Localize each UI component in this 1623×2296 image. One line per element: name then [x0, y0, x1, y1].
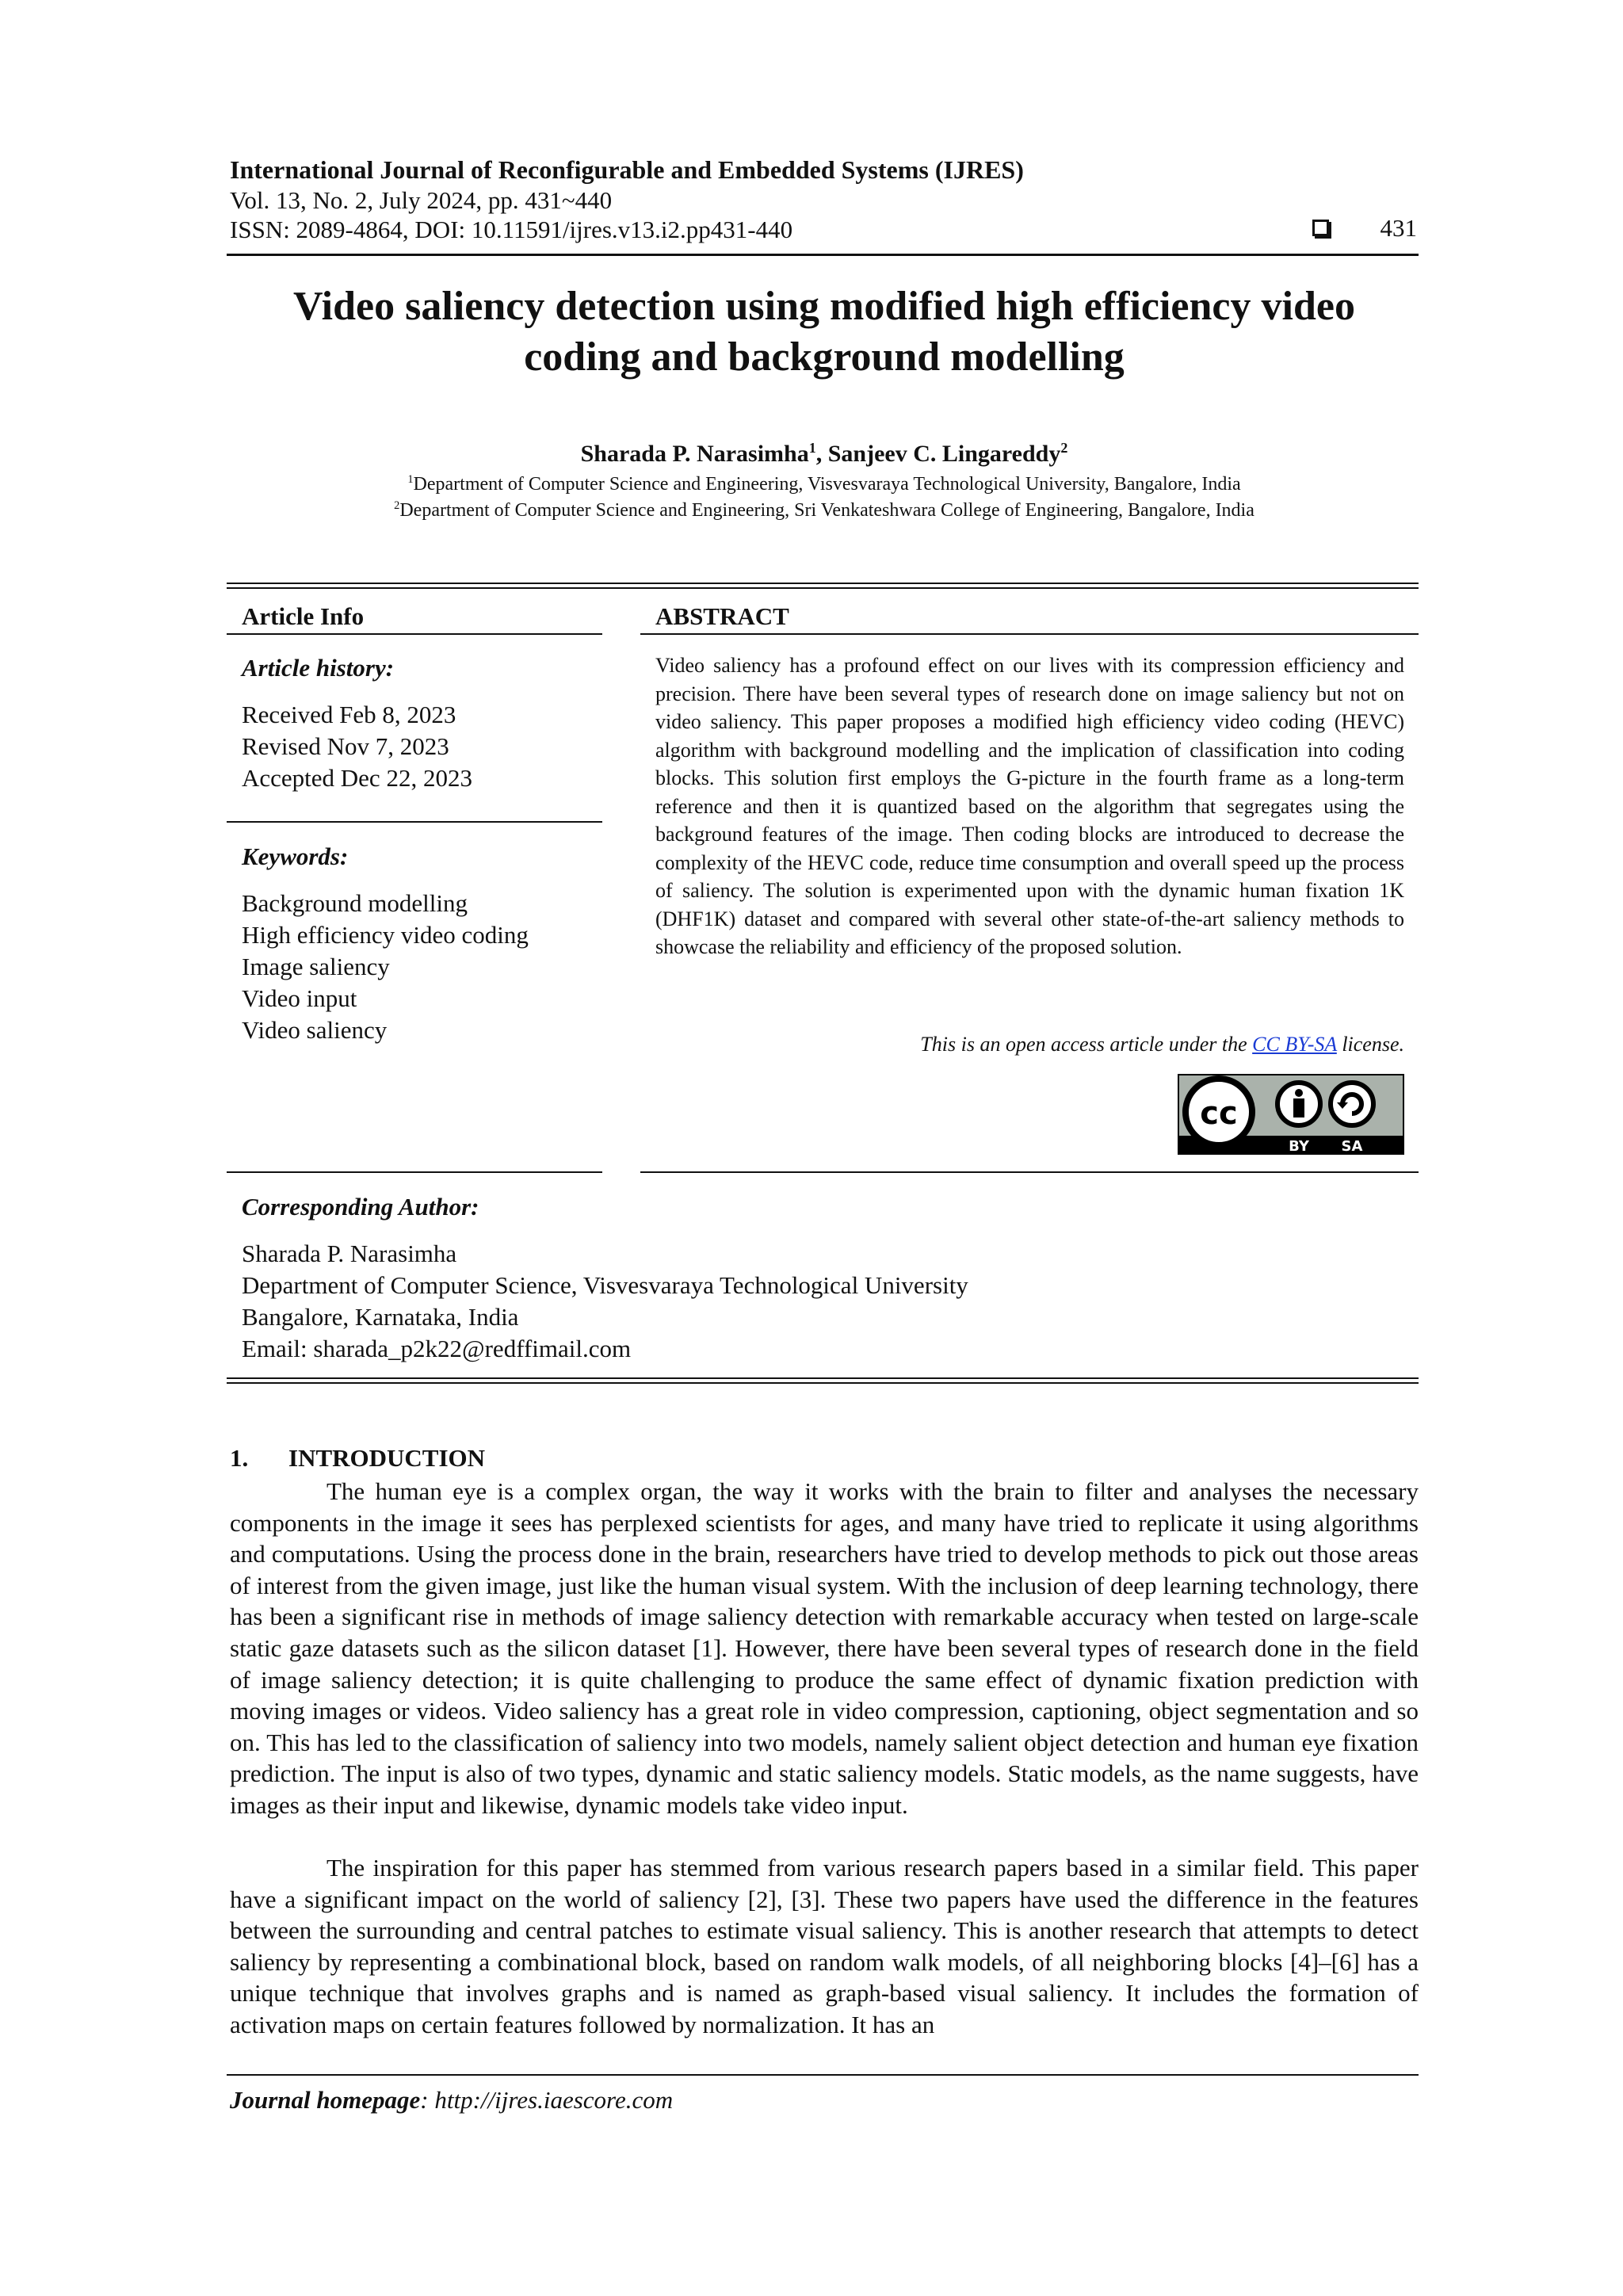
cc-by-sa-badge-icon — [1178, 1074, 1404, 1155]
affiliation-text: Department of Computer Science and Engineering, Visvesvaraya Technological University, Bangalore, India — [413, 474, 1241, 495]
license-suffix: license. — [1336, 1033, 1404, 1056]
license-link[interactable]: CC BY-SA — [1252, 1033, 1337, 1056]
abstract-rule — [640, 633, 1419, 635]
journal-name: International Journal of Reconfigurable and Embedded Systems (IJRES) — [230, 155, 1024, 184]
infobox-bottom-rule — [227, 1377, 1419, 1379]
author-list — [230, 440, 1419, 468]
affiliation-text: Department of Computer Science and Engineering, Sri Venkateshwara College of Engineering, Bangalore, India — [399, 500, 1254, 521]
author-name: Sharada P. Narasimha — [580, 441, 809, 467]
article-info-heading: Article Info — [242, 602, 365, 630]
history-received: Received Feb 8, 2023 — [242, 701, 456, 728]
intro-paragraph-1: The human eye is a complex organ, the way it works with the brain to filter and analyses the necessary components in the image it sees has perplexed scientists for ages, and many have tried to replicate it using algorithms and computations. Using the process done in the brain, researchers have tried to develop methods to pick out those areas of interest from the given image, just like the human visual system. With the inclusion of deep learning technology, there has been a significant rise in methods of image saliency detection with remarkable accuracy when tested on large-scale static gaze datasets such as the silicon dataset [1]. However, there have been several types of research done in the field of image saliency detection; it is quite challenging to produce the same effect of dynamic fixation prediction with moving images or videos. Video saliency has a great role in video compression, captioning, object segmentation and so on. This has led to the classification of saliency into two models, namely salient object detection and human eye fixation prediction. The input is also of two types, dynamic and static saliency models. Static models, as the name suggests, have images as their input and likewise, dynamic models take video input. — [230, 1477, 1419, 1819]
history-accepted: Accepted Dec 22, 2023 — [242, 764, 472, 792]
cc-mark: cc — [1200, 1095, 1238, 1132]
sa-label: SA — [1341, 1138, 1363, 1155]
affiliation-2 — [230, 499, 1419, 522]
keywords-heading: Keywords: — [242, 842, 349, 870]
journal-homepage — [230, 2086, 673, 2115]
open-access-note — [920, 1032, 1404, 1056]
corresponding-name: Sharada P. Narasimha — [242, 1240, 457, 1267]
footer-rule — [227, 2074, 1419, 2076]
page-number: 431 — [1380, 214, 1417, 242]
journal-volume: Vol. 13, No. 2, July 2024, pp. 431~440 — [230, 186, 613, 214]
homepage-label: Journal homepage — [230, 2086, 421, 2114]
author-separator: , — [815, 441, 828, 467]
homepage-separator: : — [420, 2086, 435, 2114]
author-name: Sanjeev C. Lingareddy — [827, 441, 1061, 467]
header-rule — [227, 254, 1419, 256]
keyword-item: Video saliency — [242, 1016, 388, 1044]
corresponding-department: Department of Computer Science, Visvesvaraya Technological University — [242, 1271, 968, 1299]
article-info-bottom-rule — [227, 1171, 602, 1173]
journal-issn-doi: ISSN: 2089-4864, DOI: 10.11591/ijres.v13.i2.pp431-440 — [230, 216, 793, 243]
affiliation-mark: 2 — [394, 499, 400, 512]
checkbox-square-icon — [1312, 220, 1329, 236]
infobox-top-rule — [227, 583, 1419, 584]
section-number: 1. — [230, 1444, 249, 1472]
corresponding-email: Email: sharada_p2k22@redffimail.com — [242, 1335, 632, 1362]
corresponding-location: Bangalore, Karnataka, India — [242, 1303, 519, 1331]
abstract-text: Video saliency has a profound effect on our lives with its compression efficiency and precision. There have been several types of research done on image saliency but not on video saliency. This paper proposes a modified high efficiency video coding (HEVC) algorithm with background modelling and the implication of classification into coding blocks. This solution first employs the G-picture in the fourth frame as a long-term reference and then it is quantized based on the algorithm that segregates using the background features of the image. Then coding blocks are introduced to decrease the complexity of the HEVC code, reduce time consumption and overall speed up the process of saliency. The solution is experimented upon with the dynamic human fixation 1K (DHF1K) dataset and compared with several other state-of-the-art saliency methods to showcase the reliability and efficiency of the proposed solution. — [655, 654, 1404, 958]
article-history-heading: Article history: — [242, 654, 395, 682]
affiliation-mark: 1 — [407, 473, 414, 486]
paper-title: Video saliency detection using modified high efficiency video coding and background modelling — [293, 284, 1355, 380]
homepage-url[interactable]: http://ijres.iaescore.com — [434, 2086, 674, 2114]
infobox-top-rule-inner — [227, 587, 1419, 589]
section-heading — [230, 1444, 485, 1473]
keyword-item: High efficiency video coding — [242, 921, 529, 949]
article-info-rule — [227, 633, 602, 635]
affiliation-1 — [230, 473, 1419, 496]
license-prefix: This is an open access article under the — [920, 1033, 1253, 1056]
section-title: INTRODUCTION — [288, 1444, 486, 1472]
corresponding-author-heading: Corresponding Author: — [242, 1193, 479, 1221]
by-label: BY — [1289, 1138, 1309, 1155]
keyword-item: Background modelling — [242, 889, 468, 917]
history-revised: Revised Nov 7, 2023 — [242, 732, 449, 760]
keywords-rule — [227, 821, 602, 823]
infobox-bottom-rule-inner — [227, 1382, 1419, 1384]
keyword-item: Image saliency — [242, 953, 390, 980]
affiliation-mark: 2 — [1060, 440, 1068, 456]
keyword-item: Video input — [242, 984, 357, 1012]
abstract-heading: ABSTRACT — [655, 602, 789, 630]
affiliation-mark: 1 — [808, 440, 816, 456]
abstract-bottom-rule — [640, 1171, 1419, 1173]
intro-paragraph-2: The inspiration for this paper has stemmed from various research papers based in a similar field. This paper have a significant impact on the world of saliency [2], [3]. These two papers have used the difference in the features between the surrounding and central patches to estimate visual saliency. This is another research that attempts to detect saliency by representing a combinational block, based on random walk models, of all neighboring blocks [4]–[6] has a unique technique that involves graphs and is named as graph-based visual saliency. It includes the formation of activation maps on certain features followed by normalization. It has an — [230, 1854, 1419, 2038]
